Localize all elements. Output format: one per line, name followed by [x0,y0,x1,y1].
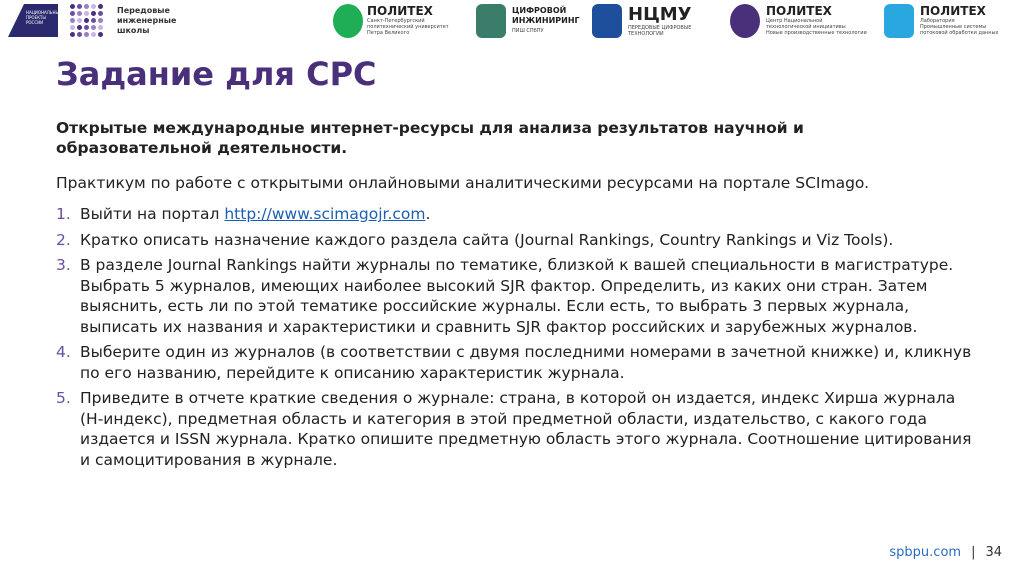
lab-icon [884,4,914,38]
dot-mark [98,11,103,16]
slide-subtitle: Открытые международные интернет-ресурсы для анализа результатов научной и образовательной деятельности. [56,119,804,157]
data-processing-lab-logo: ПОЛИТЕХ Лаборатория Промышленные системы потоковой обработки данных [884,4,1009,38]
slide-header [0,0,1024,45]
dot-mark [77,18,82,23]
dot-mark [77,25,82,30]
task-item: 1. Выйти на портал http://www.scimagojr.com. [56,205,431,223]
dot-mark [91,25,96,30]
dot-mark [84,4,89,9]
task-item: 4. Выберите один из журналов (в соответствии с двумя последними номерами в зачетной книжке) и, кликнув по его названию, перейдите к описанию характеристик журнала. [56,343,972,382]
dot-mark [98,4,103,9]
dot-mark [70,18,75,23]
task-item: 3. В разделе Journal Rankings найти журналы по тематике, близкой к вашей специальности в магистратуре. Выбрать 5 журналов, имеющих наиболее высокий SJR фактор. Определить, из каких они стран. Затем выяснить, есть ли по этой тематике российские журналы. Если есть, то выбрать 3 первых журнала, выписать их названия и характеристики и сравнить SJR фактор российских и зарубежных журналов. [56,256,954,336]
dot-mark [84,32,89,37]
dot-mark [70,25,75,30]
national-projects-logo: НАЦИОНАЛЬНЫЕ ПРОЕКТЫ РОССИИ [8,4,58,37]
task-number: 3. [56,256,71,274]
dot-mark [91,4,96,9]
task-number: 5. [56,389,71,407]
polytech-pi-icon [333,4,363,38]
digital-grid-icon [476,4,506,38]
nti-center-logo: ПОЛИТЕХ Центр Национальной технологической инициативы Новые производственные технологии [730,4,875,38]
dot-mark [98,18,103,23]
dot-mark [84,25,89,30]
slide-footer: spbpu.com | 34 [889,545,1002,560]
dot-mark [98,25,103,30]
dot-mark [84,18,89,23]
scimago-link[interactable]: http://www.scimagojr.com [224,205,426,223]
polytech-university-logo: ПОЛИТЕХ Санкт-Петербургский политехнический университет Петра Великого [333,4,463,38]
page-number: 34 [985,545,1002,560]
engineering-schools-dots-icon [70,4,104,38]
task-number: 4. [56,343,71,361]
task-list [56,204,976,475]
dot-mark [70,4,75,9]
task-number: 2. [56,230,71,249]
dot-mark [98,32,103,37]
task-item: 2. Кратко описать назначение каждого раздела сайта (Journal Rankings, Country Rankings и Viz Tools). [56,230,894,249]
dot-mark [77,11,82,16]
slide-title: Задание для СРС [56,55,377,93]
dot-mark [91,11,96,16]
ncmu-icon [592,4,622,38]
task-number: 1. [56,205,71,223]
engineering-schools-label: Передовые инженерные школы [117,6,177,35]
ncmu-logo: НЦМУ ПЕРЕДОВЫЕ ЦИФРОВЫЕ ТЕХНОЛОГИИ [592,4,717,38]
digital-engineering-logo: ЦИФРОВОЙ ИНЖИНИРИНГ ПИШ СПбПУ [476,4,586,38]
task-item: 5. Приведите в отчете краткие сведения о журнале: страна, в которой он издается, индекс Хирша журнала (H-индекс), предметная область и категория в этой предметной области, издательство, с какого года издается и ISSN журнала. Кратко опишите предметную область этого журнала. Соотношение цитирования и самоцитирования в журнале. [56,389,972,469]
dot-mark [91,18,96,23]
intro-text: Практикум по работе с открытыми онлайновыми аналитическими ресурсами на портале SCImago. [56,174,870,192]
nti-icon [730,4,760,38]
dot-mark [91,32,96,37]
dot-mark [70,32,75,37]
dot-mark [77,32,82,37]
dot-mark [77,4,82,9]
dot-mark [84,11,89,16]
site-link[interactable]: spbpu.com [889,545,962,560]
dot-mark [70,11,75,16]
